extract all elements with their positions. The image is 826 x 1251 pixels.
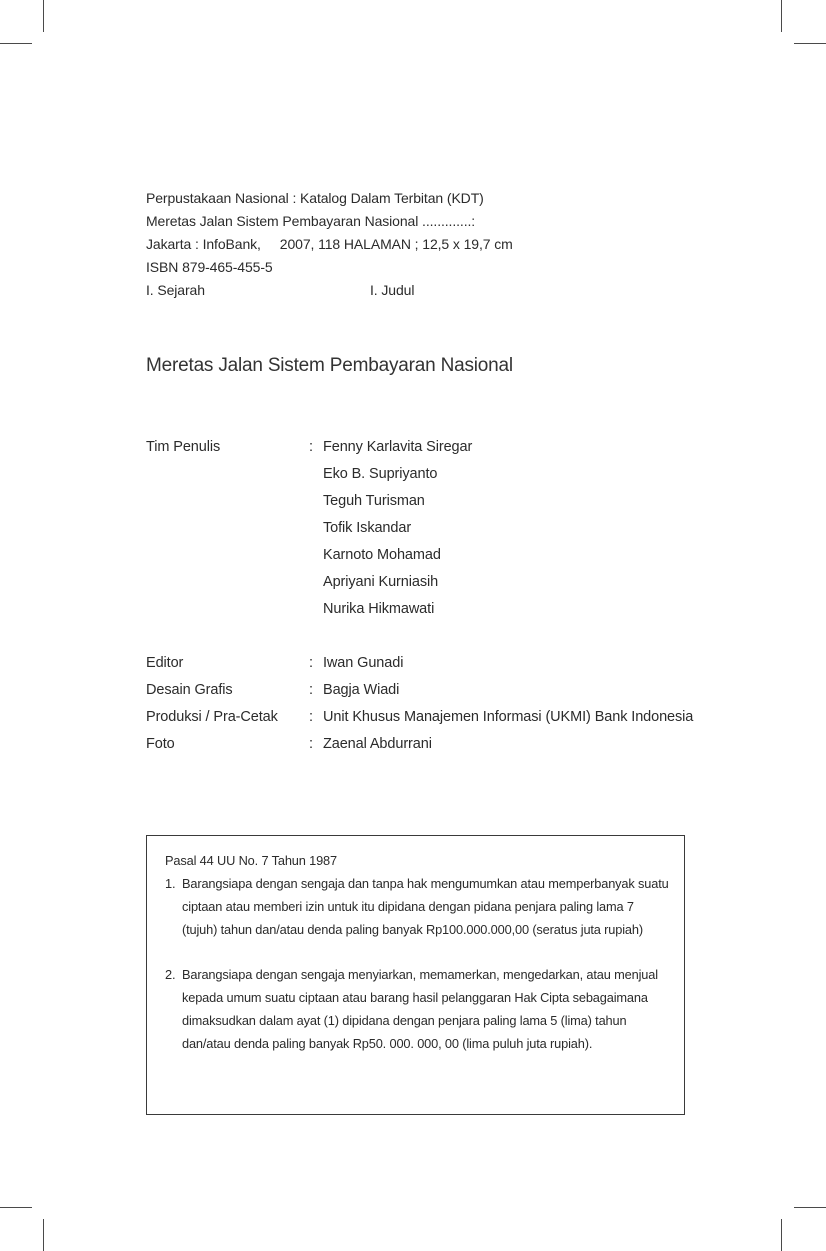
law-item-number: 1. [165, 876, 176, 891]
role-label: Foto [146, 736, 175, 752]
credit-row-editor [146, 653, 693, 680]
law-item-text: Barangsiapa dengan sengaja dan tanpa hak mengumumkan atau memperbanyak suatu ciptaan atau memberi izin untuk itu dipidana dengan pidana penjara paling lama 7 (tujuh) tahun dan/atau denda paling banyak Rp100.000.000,00 (seratus juta rupiah) [182, 876, 669, 937]
law-item-text: Barangsiapa dengan sengaja menyiarkan, memamerkan, mengedarkan, atau menjual kepada umum suatu ciptaan atau barang hasil pelanggaran Hak Cipta sebagaimana dimaksudkan dalam ayat (1) dipidana dengan penjara paling lama 5 (lima) tahun dan/atau denda paling banyak Rp50. 000. 000, 00 (lima puluh juta rupiah). [182, 967, 658, 1051]
law-item [165, 963, 670, 1055]
credit-row [146, 599, 693, 626]
writer-name: Nurika Hikmawati [323, 601, 435, 617]
law-heading: Pasal 44 UU No. 7 Tahun 1987 [165, 853, 337, 868]
role-value: Zaenal Abdurrani [323, 736, 432, 752]
law-item [165, 872, 670, 941]
writer-name: Karnoto Mohamad [323, 547, 441, 563]
writer-name: Fenny Karlavita Siregar [323, 439, 473, 455]
separator: : [309, 736, 313, 752]
crop-mark [43, 1219, 44, 1251]
role-label: Desain Grafis [146, 682, 233, 698]
writer-name: Eko B. Supriyanto [323, 466, 438, 482]
crop-mark [0, 1207, 32, 1208]
catalog-line: Perpustakaan Nasional : Katalog Dalam Terbitan (KDT) [146, 190, 484, 206]
separator: : [309, 439, 313, 455]
isbn: ISBN 879-465-455-5 [146, 259, 273, 275]
crop-mark [0, 43, 32, 44]
credit-row [146, 464, 693, 491]
copyright-law-box [146, 835, 685, 1115]
writer-name: Apriyani Kurniasih [323, 574, 439, 590]
credit-row [146, 518, 693, 545]
credit-row-photo [146, 734, 693, 761]
credit-row [146, 545, 693, 572]
role-value: Iwan Gunadi [323, 655, 404, 671]
catalog-subjects [146, 279, 513, 302]
catalog-block [146, 187, 513, 302]
separator: : [309, 655, 313, 671]
crop-mark [794, 1207, 826, 1208]
crop-mark [794, 43, 826, 44]
credit-row [146, 437, 693, 464]
catalog-line: Meretas Jalan Sistem Pembayaran Nasional .............: [146, 213, 476, 229]
crop-mark [781, 1219, 782, 1251]
role-label: Produksi / Pra-Cetak [146, 709, 278, 725]
role-value: Unit Khusus Manajemen Informasi (UKMI) Bank Indonesia [323, 709, 694, 725]
writer-name: Tofik Iskandar [323, 520, 412, 536]
credit-row [146, 491, 693, 518]
separator: : [309, 709, 313, 725]
credit-row [146, 572, 693, 599]
credits-block [146, 437, 693, 761]
writer-name: Teguh Turisman [323, 493, 425, 509]
subject-judul: I. Judul [370, 282, 415, 298]
catalog-line: Jakarta : InfoBank, 2007, 118 HALAMAN ; 12,5 x 19,7 cm [146, 236, 513, 252]
credit-row-production [146, 707, 693, 734]
role-value: Bagja Wiadi [323, 682, 400, 698]
book-title: Meretas Jalan Sistem Pembayaran Nasional [146, 355, 513, 376]
law-item-number: 2. [165, 967, 176, 982]
subject-sejarah: I. Sejarah [146, 282, 205, 298]
role-label: Editor [146, 655, 184, 671]
crop-mark [43, 0, 44, 32]
crop-mark [781, 0, 782, 32]
writers-label: Tim Penulis [146, 439, 221, 455]
separator: : [309, 682, 313, 698]
credit-row-design [146, 680, 693, 707]
